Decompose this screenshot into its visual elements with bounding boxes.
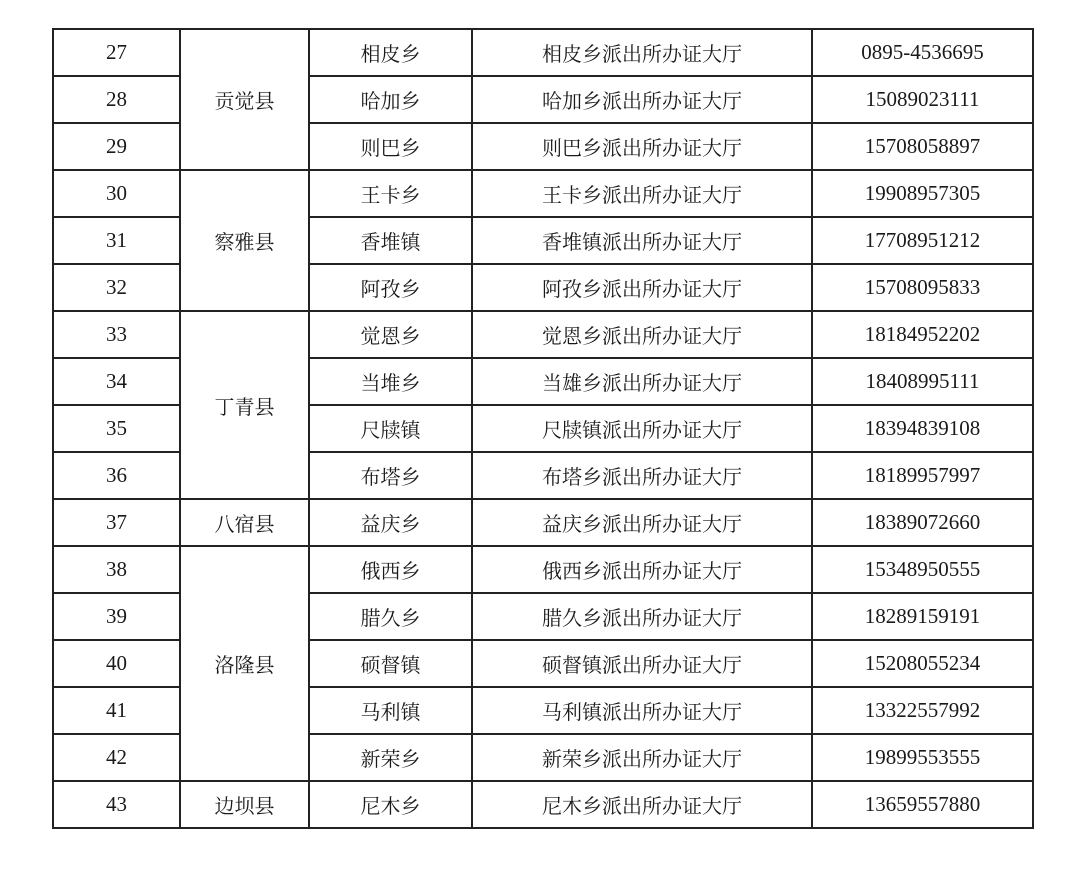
township-cell: 王卡乡 [309, 170, 472, 217]
office-name-cell: 当雄乡派出所办证大厅 [472, 358, 812, 405]
row-number-cell: 31 [53, 217, 180, 264]
row-number-cell: 42 [53, 734, 180, 781]
office-name-cell: 王卡乡派出所办证大厅 [472, 170, 812, 217]
row-number-cell: 28 [53, 76, 180, 123]
county-cell: 贡觉县 [180, 29, 309, 170]
township-cell: 尼木乡 [309, 781, 472, 828]
phone-cell: 18408995111 [812, 358, 1033, 405]
office-name-cell: 腊久乡派出所办证大厅 [472, 593, 812, 640]
township-cell: 则巴乡 [309, 123, 472, 170]
county-cell: 八宿县 [180, 499, 309, 546]
county-cell: 察雅县 [180, 170, 309, 311]
office-name-cell: 觉恩乡派出所办证大厅 [472, 311, 812, 358]
township-cell: 俄西乡 [309, 546, 472, 593]
office-name-cell: 新荣乡派出所办证大厅 [472, 734, 812, 781]
table-body [53, 29, 1033, 828]
township-cell: 腊久乡 [309, 593, 472, 640]
row-number-cell: 33 [53, 311, 180, 358]
office-name-cell: 马利镇派出所办证大厅 [472, 687, 812, 734]
township-cell: 硕督镇 [309, 640, 472, 687]
row-number-cell: 36 [53, 452, 180, 499]
office-name-cell: 益庆乡派出所办证大厅 [472, 499, 812, 546]
phone-cell: 17708951212 [812, 217, 1033, 264]
row-number-cell: 29 [53, 123, 180, 170]
township-cell: 布塔乡 [309, 452, 472, 499]
table-row [53, 170, 1033, 217]
row-number-cell: 32 [53, 264, 180, 311]
township-cell: 哈加乡 [309, 76, 472, 123]
phone-cell: 18189957997 [812, 452, 1033, 499]
county-cell: 边坝县 [180, 781, 309, 828]
row-number-cell: 40 [53, 640, 180, 687]
office-name-cell: 俄西乡派出所办证大厅 [472, 546, 812, 593]
row-number-cell: 37 [53, 499, 180, 546]
phone-cell: 19908957305 [812, 170, 1033, 217]
phone-cell: 19899553555 [812, 734, 1033, 781]
phone-cell: 13322557992 [812, 687, 1033, 734]
row-number-cell: 35 [53, 405, 180, 452]
phone-cell: 18389072660 [812, 499, 1033, 546]
township-cell: 香堆镇 [309, 217, 472, 264]
township-cell: 益庆乡 [309, 499, 472, 546]
township-cell: 新荣乡 [309, 734, 472, 781]
row-number-cell: 27 [53, 29, 180, 76]
office-name-cell: 哈加乡派出所办证大厅 [472, 76, 812, 123]
township-cell: 当堆乡 [309, 358, 472, 405]
row-number-cell: 34 [53, 358, 180, 405]
office-name-cell: 尺牍镇派出所办证大厅 [472, 405, 812, 452]
table-row [53, 499, 1033, 546]
row-number-cell: 43 [53, 781, 180, 828]
phone-cell: 15348950555 [812, 546, 1033, 593]
office-name-cell: 尼木乡派出所办证大厅 [472, 781, 812, 828]
table-row [53, 546, 1033, 593]
phone-cell: 15208055234 [812, 640, 1033, 687]
county-cell: 丁青县 [180, 311, 309, 499]
office-directory-table [52, 28, 1034, 829]
table-row [53, 781, 1033, 828]
table-row [53, 29, 1033, 76]
phone-cell: 15708095833 [812, 264, 1033, 311]
table-row [53, 311, 1033, 358]
row-number-cell: 38 [53, 546, 180, 593]
phone-cell: 18289159191 [812, 593, 1033, 640]
office-name-cell: 硕督镇派出所办证大厅 [472, 640, 812, 687]
row-number-cell: 39 [53, 593, 180, 640]
county-cell: 洛隆县 [180, 546, 309, 781]
office-name-cell: 则巴乡派出所办证大厅 [472, 123, 812, 170]
office-name-cell: 香堆镇派出所办证大厅 [472, 217, 812, 264]
phone-cell: 15089023111 [812, 76, 1033, 123]
township-cell: 尺牍镇 [309, 405, 472, 452]
office-name-cell: 阿孜乡派出所办证大厅 [472, 264, 812, 311]
phone-cell: 15708058897 [812, 123, 1033, 170]
phone-cell: 18394839108 [812, 405, 1033, 452]
phone-cell: 13659557880 [812, 781, 1033, 828]
township-cell: 马利镇 [309, 687, 472, 734]
township-cell: 阿孜乡 [309, 264, 472, 311]
row-number-cell: 30 [53, 170, 180, 217]
township-cell: 相皮乡 [309, 29, 472, 76]
office-name-cell: 布塔乡派出所办证大厅 [472, 452, 812, 499]
phone-cell: 0895-4536695 [812, 29, 1033, 76]
row-number-cell: 41 [53, 687, 180, 734]
office-name-cell: 相皮乡派出所办证大厅 [472, 29, 812, 76]
township-cell: 觉恩乡 [309, 311, 472, 358]
phone-cell: 18184952202 [812, 311, 1033, 358]
